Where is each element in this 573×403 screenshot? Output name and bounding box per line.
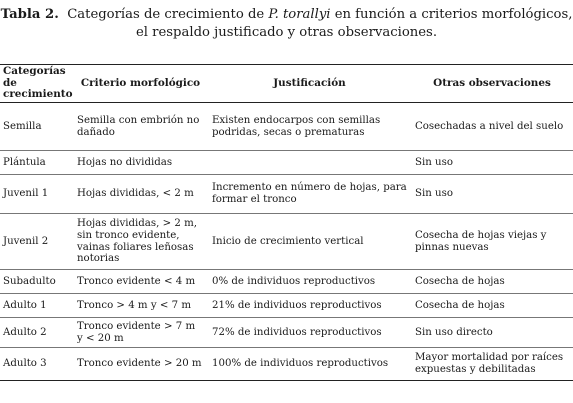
cell-justification: 0% de individuos reproductivos — [208, 270, 411, 294]
cell-criterion: Tronco > 4 m y < 7 m — [73, 294, 208, 318]
header-justificacion: Justificación — [208, 65, 411, 103]
cell-observation: Cosechadas a nivel del suelo — [411, 103, 573, 151]
cell-observation: Cosecha de hojas viejas y pinnas nuevas — [411, 214, 573, 270]
header-categorias: Categorías de crecimiento — [0, 65, 73, 103]
cell-observation: Sin uso — [411, 175, 573, 214]
cell-criterion: Tronco evidente > 20 m — [73, 348, 208, 381]
cell-category: Adulto 1 — [0, 294, 73, 318]
cell-observation: Sin uso — [411, 151, 573, 175]
table-row — [0, 318, 573, 348]
caption-label: Tabla 2. — [0, 7, 59, 22]
cell-observation: Sin uso directo — [411, 318, 573, 348]
cell-justification: 21% de individuos reproductivos — [208, 294, 411, 318]
cell-observation: Cosecha de hojas — [411, 270, 573, 294]
table-row — [0, 214, 573, 270]
table-header-row — [0, 65, 573, 103]
cell-justification — [208, 151, 411, 175]
table-row — [0, 270, 573, 294]
cell-justification: Inicio de crecimiento vertical — [208, 214, 411, 270]
cell-justification: 100% de individuos reproductivos — [208, 348, 411, 381]
cell-observation: Mayor mortalidad por raíces expuestas y debilitadas — [411, 348, 573, 381]
cell-category: Adulto 3 — [0, 348, 73, 381]
cell-justification: Existen endocarpos con semillas podridas, secas o prematuras — [208, 103, 411, 151]
cell-justification: Incremento en número de hojas, para formar el tronco — [208, 175, 411, 214]
table-row — [0, 151, 573, 175]
cell-category: Subadulto — [0, 270, 73, 294]
cell-criterion: Hojas divididas, < 2 m — [73, 175, 208, 214]
cell-criterion: Tronco evidente > 7 m y < 20 m — [73, 318, 208, 348]
cell-observation: Cosecha de hojas — [411, 294, 573, 318]
cell-criterion: Tronco evidente < 4 m — [73, 270, 208, 294]
cell-justification: 72% de individuos reproductivos — [208, 318, 411, 348]
cell-category: Semilla — [0, 103, 73, 151]
caption-text-after: en función a criterios morfológicos, — [330, 7, 573, 22]
caption-line-2: el respaldo justificado y otras observaciones. — [135, 25, 438, 40]
table-row — [0, 103, 573, 151]
caption-species: P. torallyi — [268, 7, 331, 22]
caption-line-1 — [0, 6, 573, 24]
header-observaciones: Otras observaciones — [411, 65, 573, 103]
cell-criterion: Semilla con embrión no dañado — [73, 103, 208, 151]
table-row — [0, 348, 573, 381]
cell-criterion: Hojas divididas, > 2 m, sin tronco evidente, vainas foliares leñosas notorias — [73, 214, 208, 270]
cell-category: Plántula — [0, 151, 73, 175]
header-criterio: Criterio morfológico — [73, 65, 208, 103]
growth-categories-table — [0, 64, 573, 381]
table-row — [0, 175, 573, 214]
cell-category: Juvenil 1 — [0, 175, 73, 214]
table-caption — [0, 6, 573, 42]
cell-criterion: Hojas no divididas — [73, 151, 208, 175]
cell-category: Adulto 2 — [0, 318, 73, 348]
caption-text-before: Categorías de crecimiento de — [67, 7, 269, 22]
table-row — [0, 294, 573, 318]
cell-category: Juvenil 2 — [0, 214, 73, 270]
